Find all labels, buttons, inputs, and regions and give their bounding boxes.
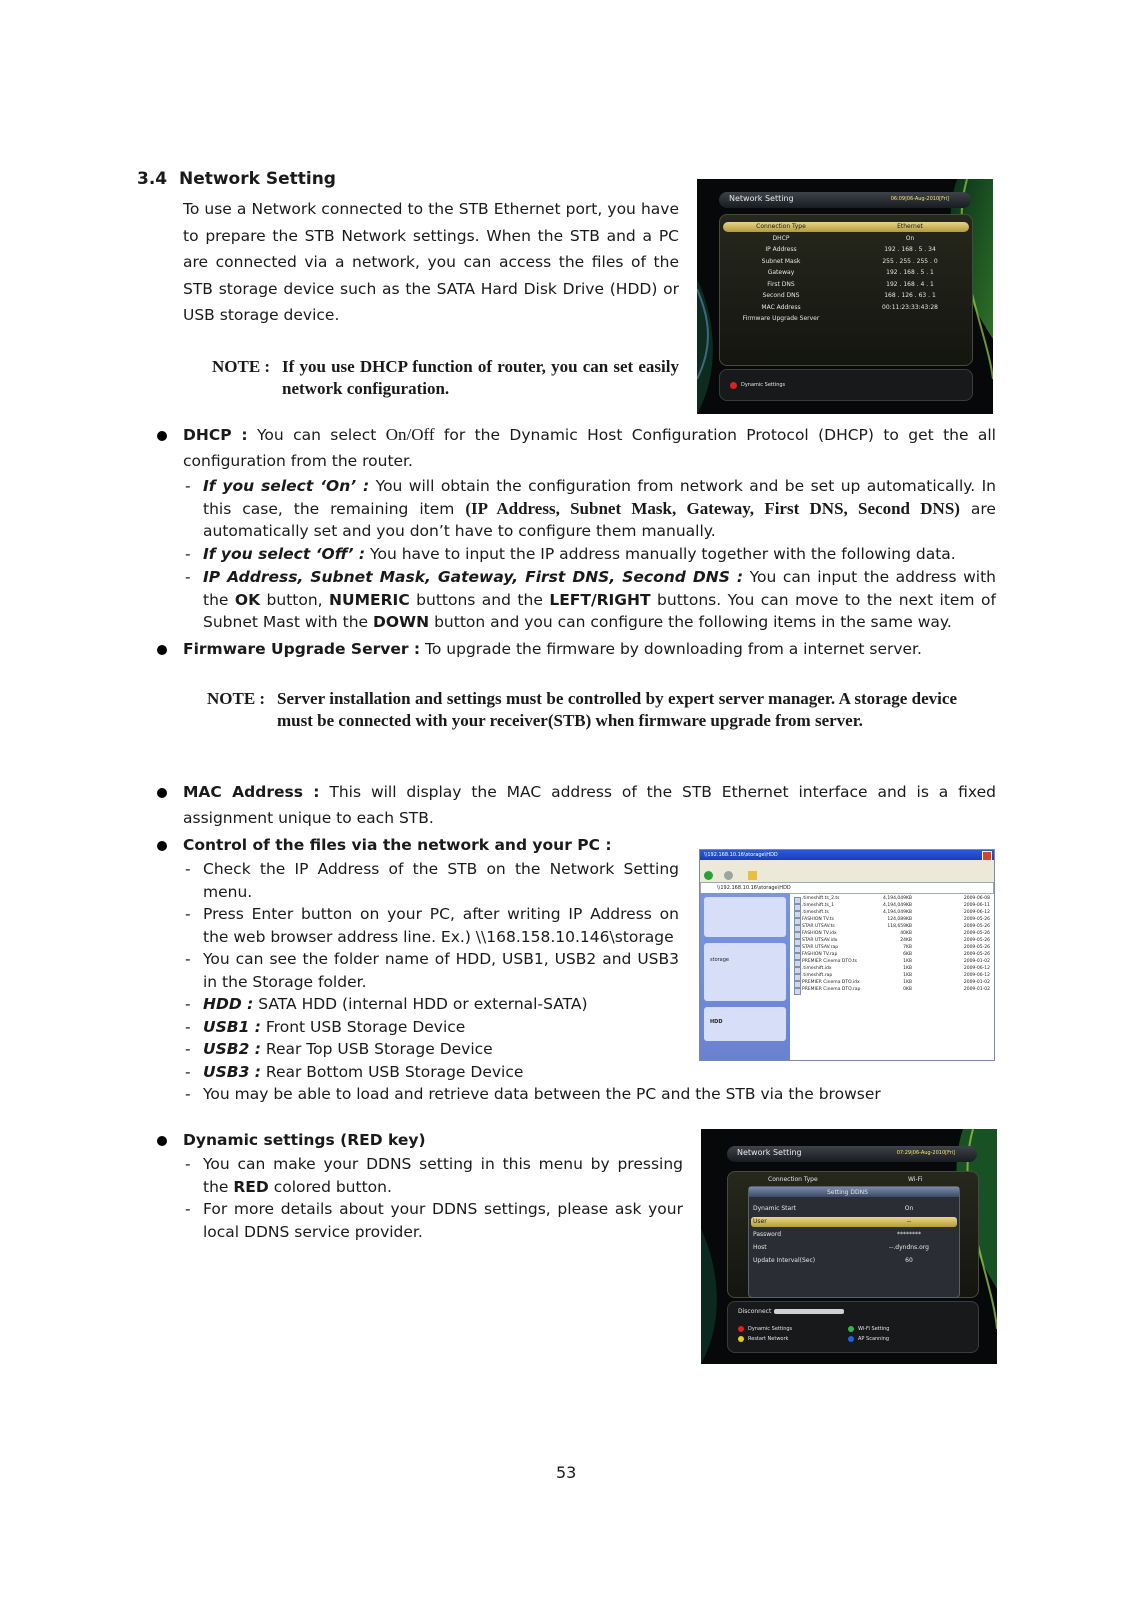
dhcp-off-text: You have to input the IP address manually together with the following data.	[370, 545, 956, 563]
file-size: 0KB	[903, 987, 912, 992]
disconnect-label: Disconnect	[738, 1308, 772, 1315]
file-size: 4,194,049KB	[883, 903, 912, 908]
dhcp-on-term: If you select ‘On’ :	[203, 477, 370, 495]
file-size: 124,089KB	[887, 917, 912, 922]
ddns-value: --	[906, 1218, 912, 1225]
setting-label: Firmware Upgrade Server	[742, 315, 820, 322]
dash: -	[185, 545, 191, 563]
details-box	[704, 1007, 786, 1041]
file-row[interactable]	[794, 917, 992, 924]
file-name: FASHION TV.rap	[802, 952, 838, 957]
file-name: .timeshift.rap	[802, 973, 833, 978]
file-size: 40KB	[900, 931, 912, 936]
file-date: 2009-05-26	[963, 952, 990, 957]
file-name: .timeshift.ts_1	[802, 903, 834, 908]
file-row[interactable]	[794, 952, 992, 959]
ddns-value: ********	[897, 1231, 921, 1238]
dynamic-item1-a: You can make your DDNS setting in this menu by pressing the	[203, 1155, 683, 1196]
dynamic-list	[185, 1153, 683, 1243]
dynamic-heading	[183, 1127, 683, 1153]
ip-text-a: You can input the address with the	[203, 568, 996, 609]
setting-label: Second DNS	[762, 292, 800, 299]
file-size: 1KB	[903, 973, 912, 978]
file-date: 2009-06-11	[963, 903, 990, 908]
setting-label: Subnet Mask	[761, 257, 801, 265]
explorer-sidebar	[700, 893, 790, 1060]
footer-item: AP Scanning	[858, 1336, 890, 1342]
file-row[interactable]	[794, 924, 992, 931]
bullet-icon	[157, 1136, 167, 1146]
dhcp-term: DHCP :	[183, 426, 248, 444]
setting-value: 192 . 168 . 5 . 34	[884, 246, 936, 253]
storage-term: USB1 :	[203, 1017, 261, 1036]
dhcp-on-text-a: You will obtain the configuration from network and be set up automatically. In this case, the remaining item	[203, 477, 997, 518]
note-server	[207, 688, 957, 732]
file-row[interactable]	[794, 980, 992, 987]
ddns-popup	[748, 1186, 960, 1298]
file-row[interactable]	[794, 966, 992, 973]
file-list	[794, 896, 992, 1058]
bullet-icon	[157, 431, 167, 441]
list-item: - For more details about your DDNS settings, please ask your local DDNS service provider.	[185, 1200, 683, 1241]
file-date: 2009-01-02	[963, 987, 990, 992]
storage-term: HDD :	[203, 995, 254, 1013]
tasks-box	[704, 897, 786, 937]
file-name: .timeshift.ts_2.ts	[802, 896, 840, 901]
storage-term: USB2 :	[203, 1040, 261, 1058]
note-dhcp	[212, 356, 679, 400]
ddns-label: User	[753, 1218, 767, 1225]
intro-paragraph: To use a Network connected to the STB Ethernet port, you have to prepare the STB Network settings. When the STB and a PC are connected via a network, you can access the files of the STB storage device such as the SATA Hard Disk Drive (HDD) or USB storage device.	[183, 200, 679, 324]
ddns-setting-screenshot	[701, 1129, 997, 1364]
note-label: NOTE :	[212, 357, 271, 376]
file-date: 2009-06-12	[963, 966, 990, 971]
leftright-key: LEFT/RIGHT	[549, 590, 651, 609]
section-heading	[137, 169, 336, 189]
control-heading	[183, 832, 683, 858]
dhcp-on-items: (IP Address, Subnet Mask, Gateway, First DNS, Second DNS)	[465, 498, 960, 518]
file-date: 2009-05-26	[963, 945, 990, 950]
dynamic-term: Dynamic settings (RED key)	[183, 1131, 426, 1149]
file-name: FASHION TV.ts	[802, 917, 834, 922]
dhcp-onoff: On/Off	[385, 425, 435, 444]
conn-label: Connection Type	[768, 1176, 818, 1183]
file-date: 2009-05-26	[963, 931, 990, 936]
file-row[interactable]	[794, 910, 992, 917]
note-label: NOTE :	[207, 689, 266, 708]
setting-value: Ethernet	[897, 223, 923, 230]
bullet-icon	[157, 788, 167, 798]
storage-text: SATA HDD (internal HDD or external-SATA)	[258, 995, 588, 1013]
red-key-icon	[730, 382, 737, 389]
dhcp-on-text-b: are automatically set and you don’t have to configure them manually.	[203, 499, 996, 540]
dhcp-on-item	[185, 475, 997, 543]
dhcp-text-a: You can select	[257, 426, 377, 444]
setting-label: Gateway	[767, 269, 795, 276]
bullet-icon	[157, 645, 167, 655]
mac-term: MAC Address :	[183, 783, 320, 801]
tv-clock: 06:09|06-Aug-2010[Fri]	[890, 196, 949, 202]
dash: -	[185, 1085, 191, 1103]
control-list	[185, 858, 679, 1083]
list-item: - You can see the folder name of HDD, USB1, USB2 and USB3 in the Storage folder.	[185, 950, 679, 991]
ok-key: OK	[234, 590, 261, 609]
tv-footer	[719, 369, 973, 401]
footer-item: Restart Network	[748, 1336, 789, 1342]
ddns-value: On	[904, 1205, 914, 1212]
setting-value: 192 . 168 . 4 . 1	[886, 280, 934, 288]
ddns-label: Update Interval(Sec)	[753, 1257, 816, 1264]
file-size: 4,194,049KB	[883, 910, 912, 915]
ddns-label: Host	[753, 1244, 767, 1251]
firmware-term: Firmware Upgrade Server :	[183, 640, 421, 658]
file-date: 2009-05-26	[963, 917, 990, 922]
ip-text-d: buttons. You can move to the next item of Subnet Mast with the	[203, 590, 996, 631]
file-row[interactable]	[794, 987, 992, 994]
numeric-key: NUMERIC	[329, 590, 410, 609]
storage-term: USB3 :	[203, 1062, 261, 1081]
network-setting-screenshot	[697, 179, 993, 414]
list-item-usb3: - USB3 : Rear Bottom USB Storage Device	[185, 1062, 524, 1081]
blue-key-icon	[848, 1336, 854, 1342]
ddns-value: --.dyndns.org	[889, 1244, 929, 1251]
file-row[interactable]	[794, 938, 992, 945]
side-hdd: HDD	[710, 1019, 723, 1025]
dhcp-text-b: for the Dynamic Host Configuration Protocol (DHCP) to get the all configuration from the router.	[183, 426, 996, 470]
conn-value: Wi-Fi	[908, 1176, 923, 1183]
footer-item: Dynamic Settings	[748, 1326, 793, 1332]
file-size: 24KB	[900, 938, 912, 943]
dynamic-item2: For more details about your DDNS settings, please ask your local DDNS service provider.	[203, 1200, 683, 1241]
list-item-usb2: - USB2 : Rear Top USB Storage Device	[185, 1040, 493, 1058]
firmware-text: To upgrade the firmware by downloading from a internet server.	[425, 640, 922, 658]
file-name: PREMIER Cinema DTO.idx	[802, 980, 860, 985]
side-storage: storage	[710, 957, 729, 963]
forward-icon	[724, 871, 733, 880]
control-term: Control of the files via the network and your PC :	[183, 836, 612, 854]
file-date: 2009-06-08	[963, 896, 990, 901]
file-row[interactable]	[794, 945, 992, 952]
dhcp-off-item	[185, 543, 996, 566]
footer-dynamic-settings: Dynamic Settings	[741, 382, 786, 388]
file-name: FASHION TV.idx	[802, 931, 837, 936]
red-key: RED	[233, 1177, 269, 1196]
setting-label: First DNS	[767, 280, 795, 288]
dynamic-item1-b: colored button.	[273, 1177, 392, 1196]
control-last-item	[185, 1083, 996, 1106]
file-date: 2009-06-12	[963, 910, 990, 915]
setting-label: MAC Address	[761, 303, 801, 311]
tv-clock: 07:29|06-Aug-2010[Fri]	[896, 1150, 955, 1156]
popup-title-bar	[749, 1187, 959, 1197]
tv-footer	[727, 1301, 979, 1353]
back-icon	[704, 871, 713, 880]
explorer-title: \\192.168.10.16\storage\HDD	[704, 852, 778, 858]
file-size: 1KB	[903, 980, 912, 985]
dhcp-paragraph	[183, 422, 996, 474]
storage-text: Rear Bottom USB Storage Device	[265, 1062, 524, 1081]
list-item: - Press Enter button on your PC, after writing IP Address on the web browser address line. Ex.) \\168.158.10.146\storage	[185, 905, 679, 946]
file-size: 7KB	[903, 945, 912, 950]
ddns-value: 60	[905, 1257, 913, 1264]
list-item-text: Check the IP Address of the STB on the Network Setting menu.	[203, 860, 679, 901]
settings-panel	[727, 1171, 979, 1298]
dhcp-off-term: If you select ‘Off’ :	[203, 545, 366, 563]
file-row[interactable]	[794, 931, 992, 938]
ip-text-e: button and you can configure the following items in the same way.	[434, 613, 952, 631]
ddns-label: Dynamic Start	[753, 1205, 797, 1212]
ddns-label: Password	[753, 1231, 782, 1238]
storage-text: Front USB Storage Device	[265, 1017, 466, 1036]
setting-value: 00:11:23:33:43:28	[882, 303, 938, 311]
toolbar	[700, 868, 994, 882]
file-date: 2009-01-02	[963, 980, 990, 985]
file-name: PREMIER Cinema DTO.rap	[802, 987, 861, 992]
list-item-hdd: - HDD : SATA HDD (internal HDD or external-SATA)	[185, 995, 588, 1013]
file-size: 118,659KB	[887, 924, 912, 929]
file-icon	[794, 988, 801, 995]
file-row[interactable]	[794, 959, 992, 966]
file-row[interactable]	[794, 973, 992, 980]
ip-item	[185, 566, 996, 634]
yellow-key-icon	[738, 1336, 744, 1342]
file-date: 2009-06-12	[963, 973, 990, 978]
storage-text: Rear Top USB Storage Device	[265, 1040, 493, 1058]
tv-title: Network Setting	[729, 194, 794, 203]
file-date: 2009-05-26	[963, 938, 990, 943]
settings-panel	[719, 214, 973, 366]
dash: -	[185, 568, 191, 586]
file-name: .timeshift.ts	[802, 910, 829, 915]
tv-title: Network Setting	[737, 1148, 802, 1157]
note-text: Server installation and settings must be controlled by expert server manager. A storage device must be connected with your receiver(STB) when firmware upgrade from server.	[277, 689, 957, 730]
file-size: 6KB	[903, 952, 912, 957]
ip-text-b: button,	[266, 590, 323, 609]
file-name: PREMIER Cinema DTO.ts	[802, 959, 857, 964]
note-text: If you use DHCP function of router, you can set easily network configuration.	[282, 357, 679, 398]
address-text: \\192.168.10.16\storage\HDD	[717, 885, 791, 891]
list-item: - You can make your DDNS setting in this menu by pressing the RED colored button.	[185, 1155, 683, 1196]
list-item-usb1: - USB1 : Front USB Storage Device	[185, 1017, 466, 1036]
explorer-title-bar	[700, 850, 994, 860]
folder-up-icon	[748, 871, 757, 880]
file-explorer-screenshot	[699, 849, 995, 1061]
file-row[interactable]	[794, 903, 992, 910]
mac-text: This will display the MAC address of the STB Ethernet interface and is a fixed assignment unique to each STB.	[183, 783, 996, 827]
tv-title-bar	[719, 192, 971, 208]
file-name: STAR UTSAV.ts	[802, 924, 835, 929]
file-name: .timeshift.idx	[802, 966, 832, 971]
bullet-icon	[157, 841, 167, 851]
popup-title: Setting DDNS	[827, 1189, 868, 1196]
file-size: 1KB	[903, 966, 912, 971]
red-key-icon	[738, 1326, 744, 1332]
file-name: STAR UTSAV.rap	[802, 945, 839, 950]
setting-value: 168 . 126 . 63 . 1	[884, 292, 936, 299]
setting-value: 255 . 255 . 255 . 0	[882, 257, 938, 265]
control-last-text: You may be able to load and retrieve data between the PC and the STB via the browser	[203, 1085, 881, 1103]
firmware-paragraph	[183, 636, 996, 662]
file-row[interactable]	[794, 896, 992, 903]
section-title: Network Setting	[178, 169, 336, 189]
setting-label: IP Address	[765, 246, 797, 253]
page-number: 53	[556, 1463, 577, 1482]
setting-value: 192 . 168 . 5 . 1	[886, 269, 934, 276]
ip-text-c: buttons and the	[416, 590, 543, 609]
dash: -	[185, 477, 191, 495]
setting-label: DHCP	[772, 234, 790, 242]
ip-term: IP Address, Subnet Mask, Gateway, First DNS, Second DNS :	[203, 568, 744, 586]
footer-item: Wi-Fi Setting	[858, 1326, 890, 1332]
file-date: 2009-01-02	[963, 959, 990, 964]
section-number: 3.4	[137, 169, 168, 189]
file-size: 1KB	[903, 959, 912, 964]
mac-paragraph	[183, 779, 996, 831]
setting-value: On	[905, 234, 915, 242]
list-item-text: You can see the folder name of HDD, USB1, USB2 and USB3 in the Storage folder.	[203, 950, 679, 991]
green-key-icon	[848, 1326, 854, 1332]
file-date: 2009-05-26	[963, 924, 990, 929]
file-size: 4,194,049KB	[883, 896, 912, 901]
tv-title-bar	[727, 1146, 977, 1162]
list-item-text: Press Enter button on your PC, after writing IP Address on the web browser address line. Ex.) \\168.158.10.146\storage	[203, 905, 679, 946]
down-key: DOWN	[373, 613, 430, 631]
file-name: STAR UTSAV.idx	[802, 938, 838, 943]
signal-bar	[774, 1309, 844, 1314]
list-item: - Check the IP Address of the STB on the Network Setting menu.	[185, 860, 679, 901]
setting-label: Connection Type	[756, 223, 806, 230]
places-box	[704, 943, 786, 1001]
